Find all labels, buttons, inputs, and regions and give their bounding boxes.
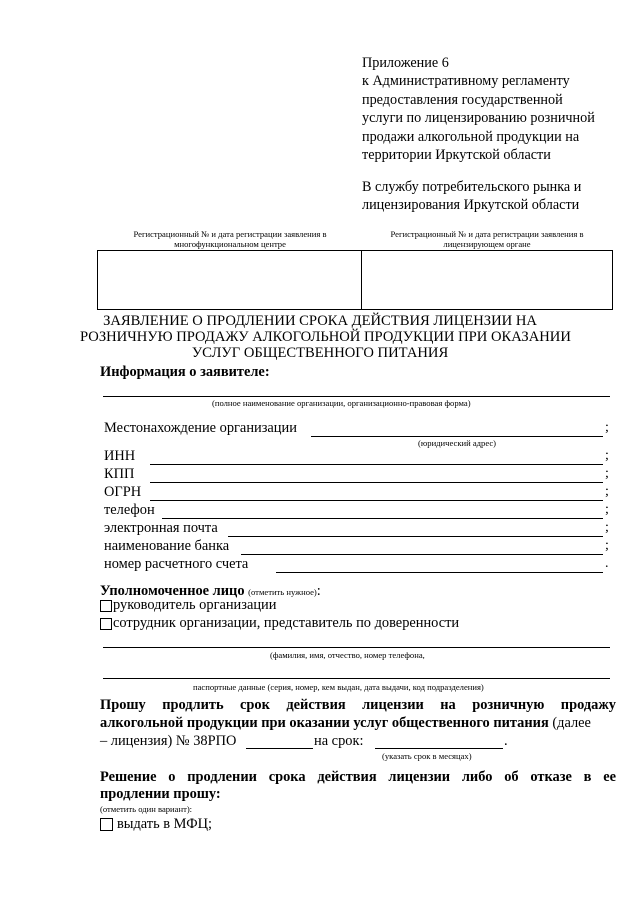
- colon: :: [316, 583, 321, 599]
- ogrn-label: ОГРН: [104, 484, 142, 500]
- registration-mfc-caption: [100, 229, 360, 249]
- email-field[interactable]: [228, 536, 603, 537]
- account-label: номер расчетного счета: [104, 556, 249, 572]
- semicolon: ;: [605, 448, 609, 463]
- ogrn-field[interactable]: [150, 500, 603, 501]
- period: .: [605, 556, 609, 571]
- semicolon: ;: [605, 484, 609, 499]
- request-paragraph: [100, 697, 616, 733]
- phone-field[interactable]: [162, 518, 603, 519]
- fio-hint: (фамилия, имя, отчество, номер телефона,: [270, 650, 425, 660]
- caption-line: Регистрационный № и дата регистрации заявления в: [133, 229, 327, 239]
- appendix-line: предоставления государственной: [362, 91, 563, 108]
- addressee-line: В службу потребительского рынка и: [362, 179, 582, 195]
- document-title: [80, 313, 571, 362]
- license-number-field[interactable]: [246, 748, 313, 749]
- license-number-label: – лицензия) № 38РПО: [100, 733, 237, 749]
- org-name-field[interactable]: [103, 396, 610, 397]
- passport-hint: паспортные данные (серия, номер, кем выдан, дата выдачи, код подразделения): [193, 682, 484, 692]
- head-of-org-label: руководитель организации: [113, 597, 277, 613]
- title-line: ЗАЯВЛЕНИЕ О ПРОДЛЕНИИ СРОКА ДЕЙСТВИЯ ЛИЦЕНЗИИ НА: [103, 313, 537, 329]
- fio-field[interactable]: [103, 647, 610, 648]
- term-hint: (указать срок в месяцах): [382, 751, 472, 761]
- org-name-hint: (полное наименование организации, организационно-правовая форма): [212, 398, 471, 408]
- location-field[interactable]: [311, 436, 603, 437]
- title-line: РОЗНИЧНУЮ ПРОДАЖУ АЛКОГОЛЬНОЙ ПРОДУКЦИИ ПРИ ОКАЗАНИИ: [80, 329, 571, 346]
- registration-authority-box[interactable]: [361, 250, 613, 310]
- head-of-org-checkbox[interactable]: [100, 600, 112, 612]
- term-period: .: [504, 733, 508, 749]
- semicolon: ;: [605, 466, 609, 481]
- bank-field[interactable]: [241, 554, 603, 555]
- phone-label: телефон: [104, 502, 155, 518]
- authorized-note: (отметить нужное): [248, 587, 317, 597]
- location-label: Местонахождение организации: [104, 420, 297, 436]
- caption-line: Регистрационный № и дата регистрации заявления в: [390, 229, 584, 239]
- applicant-heading: Информация о заявителе:: [100, 364, 270, 380]
- semicolon: ;: [605, 520, 609, 535]
- appendix-line: Приложение 6: [362, 55, 449, 71]
- employee-label: сотрудник организации, представитель по доверенности: [113, 615, 460, 631]
- appendix-line: к Административному регламенту: [362, 73, 570, 90]
- decision-hint: (отметить один вариант):: [100, 804, 193, 814]
- registration-mfc-box[interactable]: [97, 250, 362, 310]
- inn-label: ИНН: [104, 448, 136, 464]
- addressee: [362, 178, 632, 215]
- decision-line: Решение о продлении срока действия лицензии либо об отказе в ее: [100, 769, 616, 785]
- inn-field[interactable]: [150, 464, 603, 465]
- kpp-label: КПП: [104, 466, 135, 482]
- title-line: УСЛУГ ОБЩЕСТВЕННОГО ПИТАНИЯ: [191, 345, 449, 362]
- request-line: Прошу продлить срок действия лицензии на розничную продажу: [100, 697, 616, 713]
- bank-label: наименование банка: [104, 538, 230, 554]
- decision-line: продлении прошу:: [100, 786, 221, 802]
- employee-checkbox[interactable]: [100, 618, 112, 630]
- location-hint: (юридический адрес): [418, 438, 497, 448]
- addressee-line: лицензирования Иркутской области: [362, 197, 580, 214]
- semicolon: ;: [605, 538, 609, 553]
- registration-authority-caption: [362, 229, 612, 249]
- request-bold-text: алкогольной продукции при оказании услуг общественного питания: [100, 714, 549, 731]
- passport-field[interactable]: [103, 678, 610, 679]
- appendix-line: услуги по лицензированию розничной: [362, 110, 595, 127]
- mfc-issue-checkbox[interactable]: [100, 818, 113, 831]
- request-text: (далее: [548, 714, 591, 731]
- appendix-note: [362, 54, 632, 164]
- authorized-heading: Уполномоченное лицо: [100, 583, 245, 599]
- term-field[interactable]: [375, 748, 503, 749]
- email-label: электронная почта: [104, 520, 218, 536]
- caption-line: лицензирующем органе: [443, 239, 531, 249]
- account-field[interactable]: [276, 572, 603, 573]
- appendix-line: продажи алкогольной продукции на: [362, 128, 580, 145]
- term-label: на срок:: [314, 733, 364, 749]
- request-line: [100, 715, 616, 733]
- appendix-line: территории Иркутской области: [362, 147, 551, 164]
- semicolon: ;: [605, 502, 609, 517]
- caption-line: многофункциональном центре: [174, 239, 286, 249]
- mfc-issue-label: выдать в МФЦ;: [117, 816, 213, 832]
- semicolon: ;: [605, 420, 609, 435]
- kpp-field[interactable]: [150, 482, 603, 483]
